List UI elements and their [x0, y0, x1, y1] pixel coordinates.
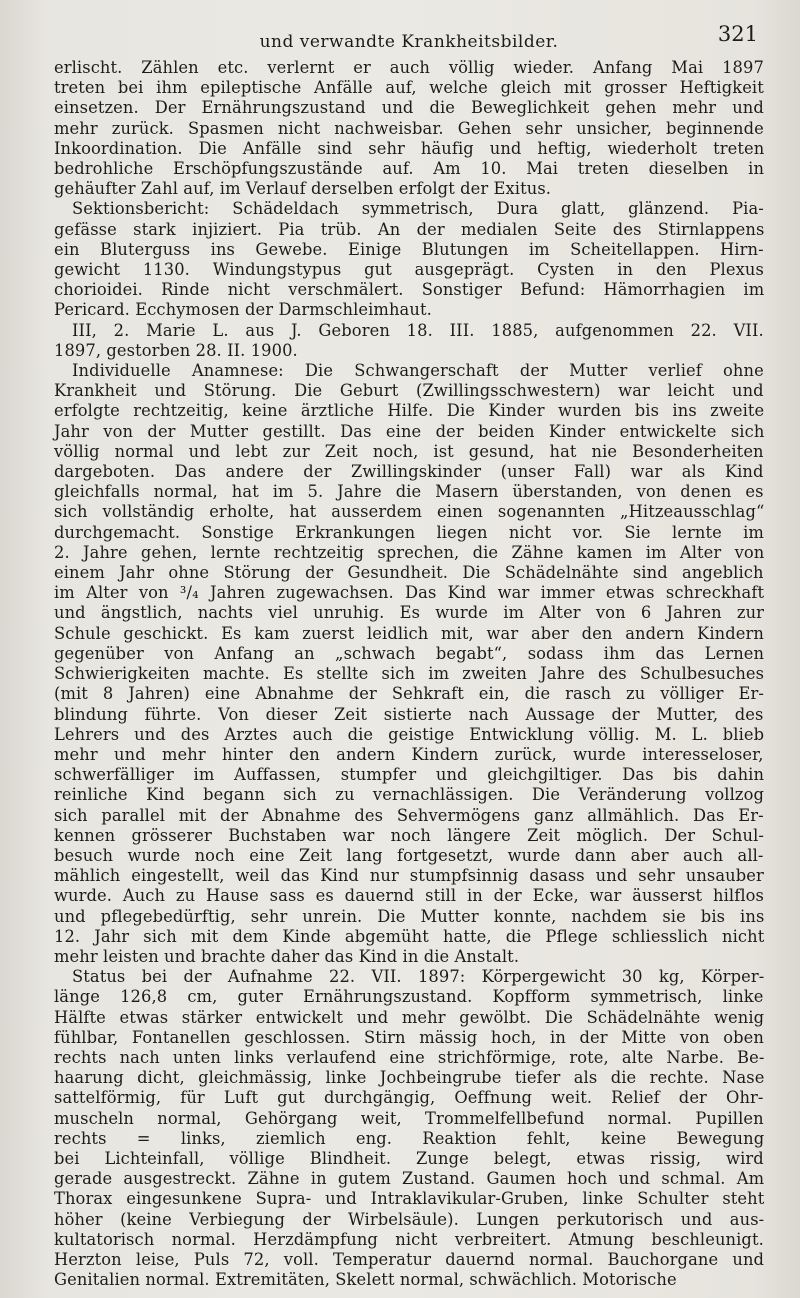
text-line: im Alter von ³/₄ Jahren zugewachsen. Das Kind war immer etwas schreckhaft — [54, 583, 765, 603]
text-line: (mit 8 Jahren) eine Abnahme der Sehkraft ein, die rasch zu völliger Er- — [54, 684, 764, 704]
text-line: Individuelle Anamnese: Die Schwangerschaft der Mutter verlief ohne — [72, 361, 764, 381]
text-line: mehr leisten und brachte daher das Kind in die Anstalt. — [54, 946, 520, 966]
text-line: gerade ausgestreckt. Zähne in gutem Zustand. Gaumen hoch und schmal. Am — [54, 1169, 765, 1189]
body-text — [54, 58, 764, 1290]
text-line: fühlbar, Fontanellen geschlossen. Stirn mässig hoch, in der Mitte von oben — [54, 1027, 764, 1047]
text-line: schwerfälliger im Auffassen, stumpfer und gleichgiltiger. Das bis dahin — [54, 765, 765, 785]
text-line: wurde. Auch zu Hause sass es dauernd still in der Ecke, war äusserst hilflos — [54, 886, 764, 906]
text-line: und ängstlich, nachts viel unruhig. Es wurde im Alter von 6 Jahren zur — [54, 603, 765, 623]
paragraph — [54, 967, 764, 1290]
text-line: mählich eingestellt, weil das Kind nur stumpfsinnig dasass und sehr unsauber — [54, 866, 764, 886]
text-line: gleichfalls normal, hat im 5. Jahre die Masern überstanden, von denen es — [54, 482, 764, 502]
text-line: erfolgte rechtzeitig, keine ärztliche Hilfe. Die Kinder wurden bis ins zweite — [54, 401, 765, 421]
text-line: chorioidei. Rinde nicht verschmälert. Sonstiger Befund: Hämorrhagien im — [54, 280, 765, 300]
text-line: Krankheit und Störung. Die Geburt (Zwillingsschwestern) war leicht und — [54, 381, 764, 401]
text-line: erlischt. Zählen etc. verlernt er auch völlig wieder. Anfang Mai 1897 — [54, 58, 764, 77]
text-line: ein Bluterguss ins Gewebe. Einige Blutungen im Scheitellappen. Hirn- — [54, 239, 764, 259]
paragraph — [54, 361, 764, 967]
text-line: treten bei ihm epileptische Anfälle auf, welche gleich mit grosser Heftigkeit — [54, 78, 764, 98]
text-line: länge 126,8 cm, guter Ernährungszustand. Kopfform symmetrisch, linke — [54, 987, 764, 1007]
text-line: gefässe stark injiziert. Pia trüb. An der medialen Seite des Stirnlappens — [54, 219, 765, 239]
text-line: völlig normal und lebt zur Zeit noch, ist gesund, hat nie Besonderheiten — [54, 441, 764, 461]
text-line: Thorax eingesunkene Supra- und Intraklavikular-Gruben, linke Schulter steht — [54, 1189, 765, 1209]
text-line: sich vollständig erholte, hat ausserdem einen sogenannten „Hitzeausschlag“ — [54, 502, 765, 522]
page-number: 321 — [717, 22, 758, 46]
text-line: 12. Jahr sich mit dem Kinde abgemüht hatte, die Pflege schliesslich nicht — [54, 926, 765, 946]
text-line: 2. Jahre gehen, lernte rechtzeitig sprechen, die Zähne kamen im Alter von — [54, 542, 765, 562]
text-line: bedrohliche Erschöpfungszustände auf. Am 10. Mai treten dieselben in — [54, 159, 765, 179]
text-line: Schule geschickt. Es kam zuerst leidlich mit, war aber den andern Kindern — [54, 623, 764, 643]
text-line: blindung führte. Von dieser Zeit sistierte nach Aussage der Mutter, des — [54, 704, 764, 724]
text-line: muscheln normal, Gehörgang weit, Trommelfellbefund normal. Pupillen — [54, 1108, 764, 1128]
text-line: Status bei der Aufnahme 22. VII. 1897: Körpergewicht 30 kg, Körper- — [72, 967, 765, 987]
text-line: gewicht 1130. Windungstypus gut ausgeprägt. Cysten in den Plexus — [54, 260, 764, 280]
text-line: Jahr von der Mutter gestillt. Das eine der beiden Kinder entwickelte sich — [54, 421, 765, 441]
text-line: Pericard. Ecchymosen der Darmschleimhaut. — [54, 300, 432, 320]
text-line: mehr zurück. Spasmen nicht nachweisbar. Gehen sehr unsicher, beginnende — [54, 118, 764, 138]
paragraph — [54, 321, 764, 361]
text-line: höher (keine Verbiegung der Wirbelsäule). Lungen perkutorisch und aus- — [54, 1209, 765, 1229]
text-line: 1897, gestorben 28. II. 1900. — [54, 340, 298, 360]
text-line: III, 2. Marie L. aus J. Geboren 18. III. 1885, aufgenommen 22. VII. — [72, 320, 764, 340]
text-line: mehr und mehr hinter den andern Kindern zurück, wurde interesseloser, — [54, 744, 764, 764]
text-line: Hälfte etwas stärker entwickelt und mehr gewölbt. Die Schädelnähte wenig — [54, 1007, 765, 1027]
text-line: rechts nach unten links verlaufend eine strichförmige, rote, alte Narbe. Be- — [54, 1047, 765, 1067]
text-line: dargeboten. Das andere der Zwillingskinder (unser Fall) war als Kind — [54, 462, 764, 482]
text-line: Inkoordination. Die Anfälle sind sehr häufig und heftig, wiederholt treten — [54, 138, 765, 158]
text-line: Herzton leise, Puls 72, voll. Temperatur dauernd normal. Bauchorgane und — [54, 1249, 765, 1269]
text-line: sattelförmig, für Luft gut durchgängig, Oeffnung weit. Relief der Ohr- — [54, 1088, 764, 1108]
text-line: Lehrers und des Arztes auch die geistige Entwicklung völlig. M. L. blieb — [54, 724, 765, 744]
text-line: einem Jahr ohne Störung der Gesundheit. Die Schädelnähte sind angeblich — [54, 563, 764, 583]
paragraph — [54, 199, 764, 320]
text-line: besuch wurde noch eine Zeit lang fortgesetzt, wurde dann aber auch all- — [54, 845, 764, 865]
text-line: gehäufter Zahl auf, im Verlauf derselben erfolgt der Exitus. — [54, 179, 552, 199]
text-line: kennen grösserer Buchstaben war noch längere Zeit möglich. Der Schul- — [54, 825, 764, 845]
text-line: und pflegebedürftig, sehr unrein. Die Mutter konnte, nachdem sie bis ins — [54, 906, 765, 926]
text-line: Sektionsbericht: Schädeldach symmetrisch, Dura glatt, glänzend. Pia- — [72, 199, 764, 219]
running-head — [54, 18, 764, 58]
text-line: bei Lichteinfall, völlige Blindheit. Zunge belegt, etwas rissig, wird — [54, 1148, 764, 1168]
text-line: gegenüber von Anfang an „schwach begabt“, sodass ihm das Lernen — [54, 643, 765, 663]
paragraph — [54, 58, 764, 199]
text-line: haarung dicht, gleichmässig, linke Jochbeingrube tiefer als die rechte. Nase — [54, 1068, 765, 1088]
text-line: Schwierigkeiten machte. Es stellte sich im zweiten Jahre des Schulbesuches — [54, 664, 765, 684]
text-line: durchgemacht. Sonstige Erkrankungen liegen nicht vor. Sie lernte im — [54, 522, 764, 542]
text-line: sich parallel mit der Abnahme des Sehvermögens ganz allmählich. Das Er- — [54, 805, 764, 825]
text-line: rechts = links, ziemlich eng. Reaktion fehlt, keine Bewegung — [54, 1128, 765, 1148]
text-line: einsetzen. Der Ernährungszustand und die Beweglichkeit gehen mehr und — [54, 98, 764, 118]
running-title: und verwandte Krankheitsbilder. — [259, 32, 559, 52]
text-line: kultatorisch normal. Herzdämpfung nicht verbreitert. Atmung beschleunigt. — [54, 1229, 764, 1249]
text-line: reinliche Kind begann sich zu vernachlässigen. Die Veränderung vollzog — [54, 785, 765, 805]
text-line: Genitalien normal. Extremitäten, Skelett normal, schwächlich. Motorische — [54, 1270, 677, 1290]
